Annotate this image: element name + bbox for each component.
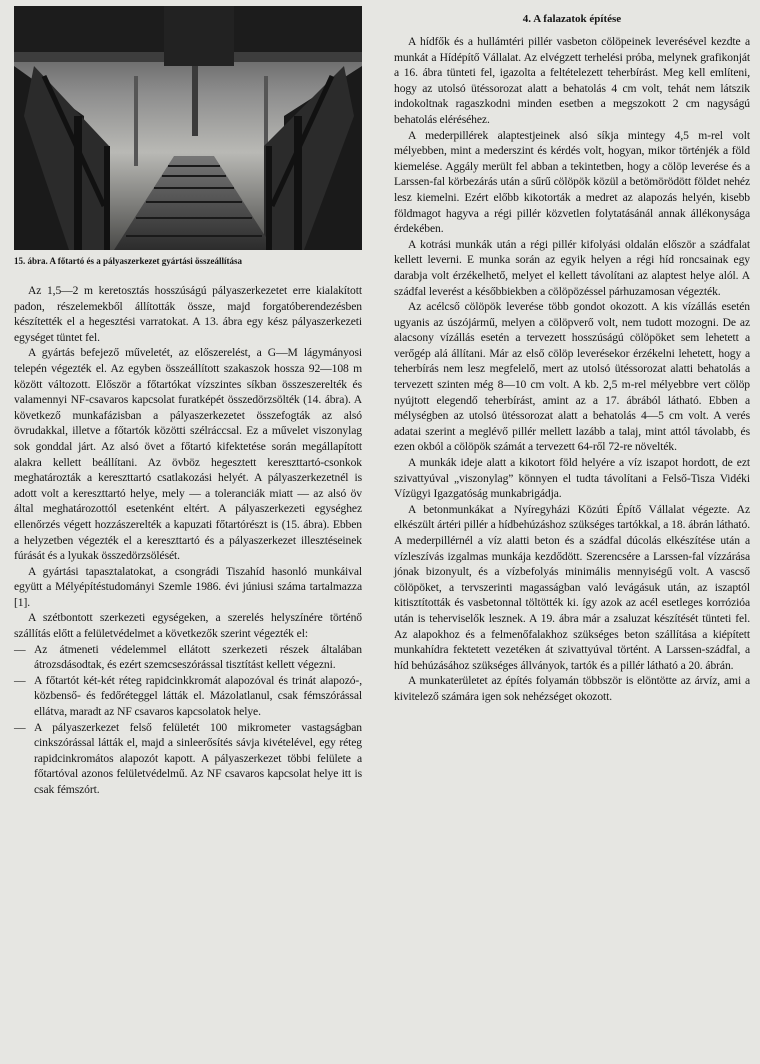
paragraph: Az acélcső cölöpök leverése több gondot okozott. A kis vízállás esetén ugyanis az úszójármű, melyen a cölöpverő volt, nem tudott mozogni. De az alacsony vízállás esetén a tervezett hosszúságú cölöpöket sem lehetett a verőgép alá állítani. Már az első cölöp leverésekor érzékelni lehetett, hogy a teherbírás nem lesz megfelelő, mert az utolsó ütéssorozat alatti behatolás a tervezett szinten még 8—10 cm volt. A kb. 2,5 m-rel mélyebbre vert cölöp nyújtott elegendő teherbírást, amint az a 17. ábrából látható. Ebben a mélységben az utolsó ütéssorozat alatt a behatolás 4—5 cm volt. A verés adatai szerint a meglévő pillér mellett lazább a talaj, mint attól távolabb, és ezen okból a cölöpök számát a tervezett 64-ről 72-re növelték. [394,300,750,454]
paragraph: A munkák ideje alatt a kikotort föld helyére a víz iszapot hordott, de ezt szivattyúval „viszonylag” könnyen el tudta távolítani a Felső-Tisza Vidéki Vízügyi Igazgatóság munkabrigádja. [394,456,750,501]
bridge-assembly-photo [14,6,362,250]
left-column-text [14,283,362,798]
section-title: 4. A falazatok építése [522,13,622,25]
list-item: — A pályaszerkezet felső felületét 100 mikrometer vastagságban cinkszórással látták el, majd a sinleerősítés sávja kivételével, egy réteg rapidcinkromátos alapozót kapott. A pályaszerkezet többi felülete a főtartóval azonos felületvédelmű. Az NF csavaros kapcsolat helye itt is csak fémszórt. [14,720,362,798]
paragraph: A szétbontott szerkezeti egységeken, a szerelés helyszínére történő szállítás előtt a felületvédelmet a következők szerint végezték el: [14,611,362,641]
right-column-text [394,12,750,705]
paragraph: A kotrási munkák után a régi pillér kifolyási oldalán először a szádfalat kellett leverni. E munka során az egyik helyen a régi híd roncsainak egy darabja volt érzékelhető, melyet el kellett távolítani az alaptest helye alól. A szádfal leverést a későbbiekben a cölöpözéssel párhuzamosan végezték. [394,237,750,298]
paragraph: A gyártási tapasztalatokat, a csongrádi Tiszahíd hasonló munkáival együtt a Mélyépítéstudományi Szemle 1986. évi júniusi száma tartalmazza [1]. [14,564,362,609]
photo-illustration [14,6,362,250]
paragraph: Az 1,5—2 m keretosztás hosszúságú pályaszerkezetet erre kialakított padon, részelemekből állították össze, majd forgatóberendezésben készítették el a hegesztési varratokat. A 13. ábra egy kész pályaszerkezeti egységet tüntet fel. [14,284,362,344]
surface-protection-list [14,642,362,798]
paragraph: A gyártás befejező műveletét, az előszerelést, a G—M lágymányosi telepén végezték el. Az egyben összeállított szakaszok hossza 92—108 m között változott. Először a főtartókat vízszintes síkban összeszerelték és valamennyi NF-csavaros kapcsolat furatképét összedörzsölték (14. ábra). A következő munkafázisban a pályaszerkezetet összefogták az alsó övrudakkal, illetve a főtartók közötti szélráccsal. Ez a művelet viszonylag sok gonddal járt. Az alsó övet a főtartó kifektetése során megállapított alakra kellett beállítani. Az övböz hegesztett kereszttartó-csonkok meghatározták a kereszttartó csatlakozási helyét. A pályaszerkezetnél is adott volt a kereszttartó helye, mely — a toleranciák miatt — az alsó öv által meghatározottól esetenként eltért. A pályaszerkezeti egységhez ellenőrzés végett hozzászerelték a kapuzati főtartórészt is (15. ábra). Ebben a helyzetben végezték el a kereszttartó és a pályaszerkezet illesztéseinek fúrását és a lyukak összedörzsölését. [14,346,362,563]
paragraph: A betonmunkákat a Nyíregyházi Közúti Építő Vállalat végezte. Az elkészült ártéri pillér a hídbehúzáshoz szükséges tartókkal, a 18. ábrán látható. A mederpillérnél a víz alatti beton és a szádfal dúcolás elkészítése után a vízleszívás izgalmas munkája kezdődött. Szerencsére a Larssen-fal vízzárása jónak bizonyult, és a vízbefolyás minimális mennyiségű volt. A vascső cölöpöket, a tervszerinti magasságban való levágásuk után, az iszaptól kitisztították és vasbetonnal töltötték ki. így azok az acél esetleges korrózióa után is teherviselők lesznek. A 19. ábra már a zsaluzat készítését tünteti fel. Az alapokhoz és a felmenőfalakhoz szükséges beton szállítása a kiépített munkahídra fektetett vezetéken át szivattyúval történt. A Larssen-szádfal, a híd behúzásához szükséges állványok, tartók és a pillér látható a 20. ábrán. [394,502,750,672]
list-item: — Az átmeneti védelemmel ellátott szerkezeti részek általában átrozsdásodtak, és ezért szemcseszórással tisztítást kellett végezni. [14,642,362,673]
figure-caption: 15. ábra. A főtartó és a pályaszerkezet gyártási összeállítása [14,256,242,266]
list-item: — A főtartót két-két réteg rapidcinkkromát alapozóval és trinát alapozó-, közbenső- és fedőréteggel látták el. Mázolatlanul, csak fémszórással ellátva, maradt az NF csavaros kapcsolatok helye. [14,673,362,720]
paragraph: A hídfők és a hullámtéri pillér vasbeton cölöpeinek leverésével kezdte a munkát a Hídépítő Vállalat. Az elvégzett terhelési próba, melynek grafikonját a 16. ábra tünteti fel, igazolta a feltételezett teherbírást. Meg kell említeni, hogy az utolsó ütéssorozat alatt a behatolás 4 cm volt, tehát nem látszik indokoltnak ragaszkodni minden esetben a megszokott 2 cm nagyságú behatolás eléréséhez. [394,35,750,126]
paragraph: A munkaterületet az építés folyamán többször is elöntötte az árvíz, ami a kivitelező számára igen sok nehézséget okozott. [394,674,750,703]
paragraph: A mederpillérek alaptestjeinek alsó síkja mintegy 4,5 m-rel volt mélyebben, mint a mederszint és kérdés volt, hogyan, mikor történjék a föld kiemelése. Aggály merült fel abban a tekintetben, hogy a cölöp leverése és a Larssen-fal körbezárás után a sűrű cölöpök közül a betömörödött földet nehéz lesz kiemelni. Ezért előbb kikotorták a medret az alapozás helyén, kisebb földmagot hagyva a régi pillér közvetlen folytatásánál annak állékonysága érdekében. [394,128,750,236]
